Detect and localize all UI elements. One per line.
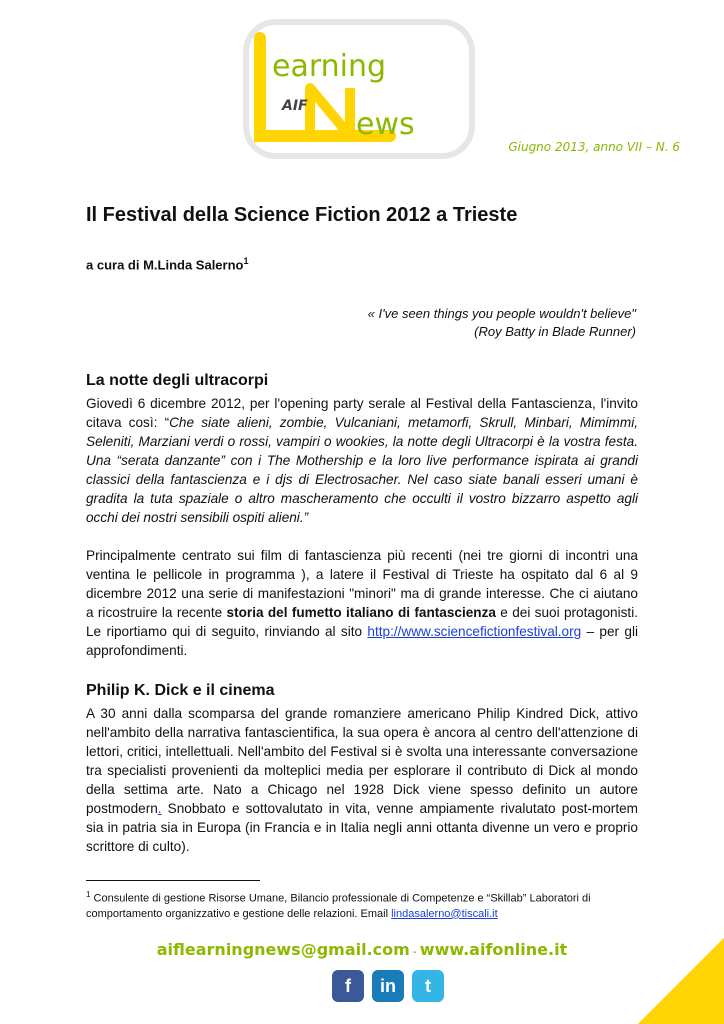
paragraph-text: e dei suoi protagonisti. Le riportiamo qui di seguito, rinviando al sito xyxy=(86,605,639,639)
footnote-divider xyxy=(86,880,260,881)
epigraph-quote xyxy=(368,305,636,341)
section-philip-k-dick xyxy=(86,682,638,856)
article-title: Il Festival della Science Fiction 2012 a Trieste xyxy=(86,204,518,226)
paragraph-text: Snobbato e sottovalutato in vita, venne ampiamente rivalutato post-mortem sia in patria sia in Europa (in Francia e in Italia negli anni ottanta divenne un vero e proprio scrittore di culto). xyxy=(86,801,638,854)
logo-word-learning: earning xyxy=(272,49,387,84)
facebook-icon[interactable]: f xyxy=(332,970,364,1002)
twitter-icon[interactable]: t xyxy=(412,970,444,1002)
logo-word-news: ews xyxy=(356,107,415,142)
quote-line: « I've seen things you people wouldn't believe" xyxy=(367,306,636,321)
contact-email[interactable]: aiflearningnews@gmail.com xyxy=(156,940,410,959)
paragraph xyxy=(86,704,638,856)
paragraph xyxy=(86,394,638,527)
invitation-quote: Che siate alieni, zombie, Vulcaniani, metamorfi, Skrull, Minbari, Mimimmi, Seleniti, Marziani verdi o rossi, vampiri o wookies, la notte degli Ultracorpi è la vostra festa. Una “serata danzante” con i The Mothership e la loro live performance ispirata ai grandi classici della fantascienza e i djs di Electrosacher. Nel caso siate banali esseri umani è gradita la tuta spaziale o altro mascheramento che occulti il vostro bizzarro aspetto agli occhi dei nostri sensibili ospiti alieni.” xyxy=(86,415,638,525)
issue-label: Giugno 2013, anno VII – N. 6 xyxy=(508,140,680,154)
quote-attribution: (Roy Batty in Blade Runner) xyxy=(474,324,636,339)
paragraph-text: – per gli approfondimenti. xyxy=(86,624,638,658)
paragraph-text: A 30 anni dalla scomparsa del grande romanziere americano Philip Kindred Dick, attivo nell'ambito della narrativa fantascientifica, la sua opera è ancora al centro dell'attenzione di lettori, critici, intellettuali. Nell'ambito del Festival si è svolta una interessante conversazione tra specialisti provenienti da molteplici media per esplorare il contributo di Dick al mondo della settima arte. Nato a Chicago nel 1928 Dick viene spesso definito un autore postmodern xyxy=(86,706,638,816)
section-heading: La notte degli ultracorpi xyxy=(86,372,269,389)
footnote-ref[interactable]: 1 xyxy=(243,256,249,266)
byline xyxy=(86,256,249,272)
footnote-text: Consulente di gestione Risorse Umane, Bilancio professionale di Competenze e “Skillab” Laboratori di comportamento organizzativo e gestione delle relazioni. Email xyxy=(86,892,591,920)
byline-text: a cura di M.Linda Salerno xyxy=(86,257,244,273)
paragraph-text: Giovedì 6 dicembre 2012, per l'opening party serale al Festival della Fantascienza, l'invito citava così: “ xyxy=(86,396,638,430)
section-ultracorpi xyxy=(86,372,638,660)
section-heading: Philip K. Dick e il cinema xyxy=(86,682,275,699)
bold-phrase: storia del fumetto italiano di fantascienza xyxy=(226,605,496,620)
author-email-link[interactable]: lindasalerno@tiscali.it xyxy=(391,907,498,920)
contact-site[interactable]: www.aifonline.it xyxy=(419,940,568,959)
contacts-bar xyxy=(0,940,724,959)
postmodern-link[interactable]: . xyxy=(157,801,162,816)
paragraph-text: Principalmente centrato sui film di fantascienza più recenti (nei tre giorni di incontri una ventina le pellicole in programma ), a latere il Festival di Trieste ha ospitato dal 6 al 9 dicembre 2012 una serie di manifestazioni "minori" ma di grande interesse. Che ci aiutano a ricostruire la recente xyxy=(86,548,638,620)
paragraph xyxy=(86,546,638,660)
footnote-number: 1 xyxy=(86,890,91,899)
footnote xyxy=(86,887,646,922)
contact-separator: - xyxy=(409,947,420,958)
corner-decoration xyxy=(638,938,724,1024)
festival-link[interactable]: http://www.sciencefictionfestival.org xyxy=(367,624,582,639)
learning-news-logo xyxy=(240,18,480,160)
linkedin-icon[interactable]: in xyxy=(372,970,404,1002)
logo-brand: AIF xyxy=(282,98,308,114)
social-links xyxy=(332,970,444,1002)
